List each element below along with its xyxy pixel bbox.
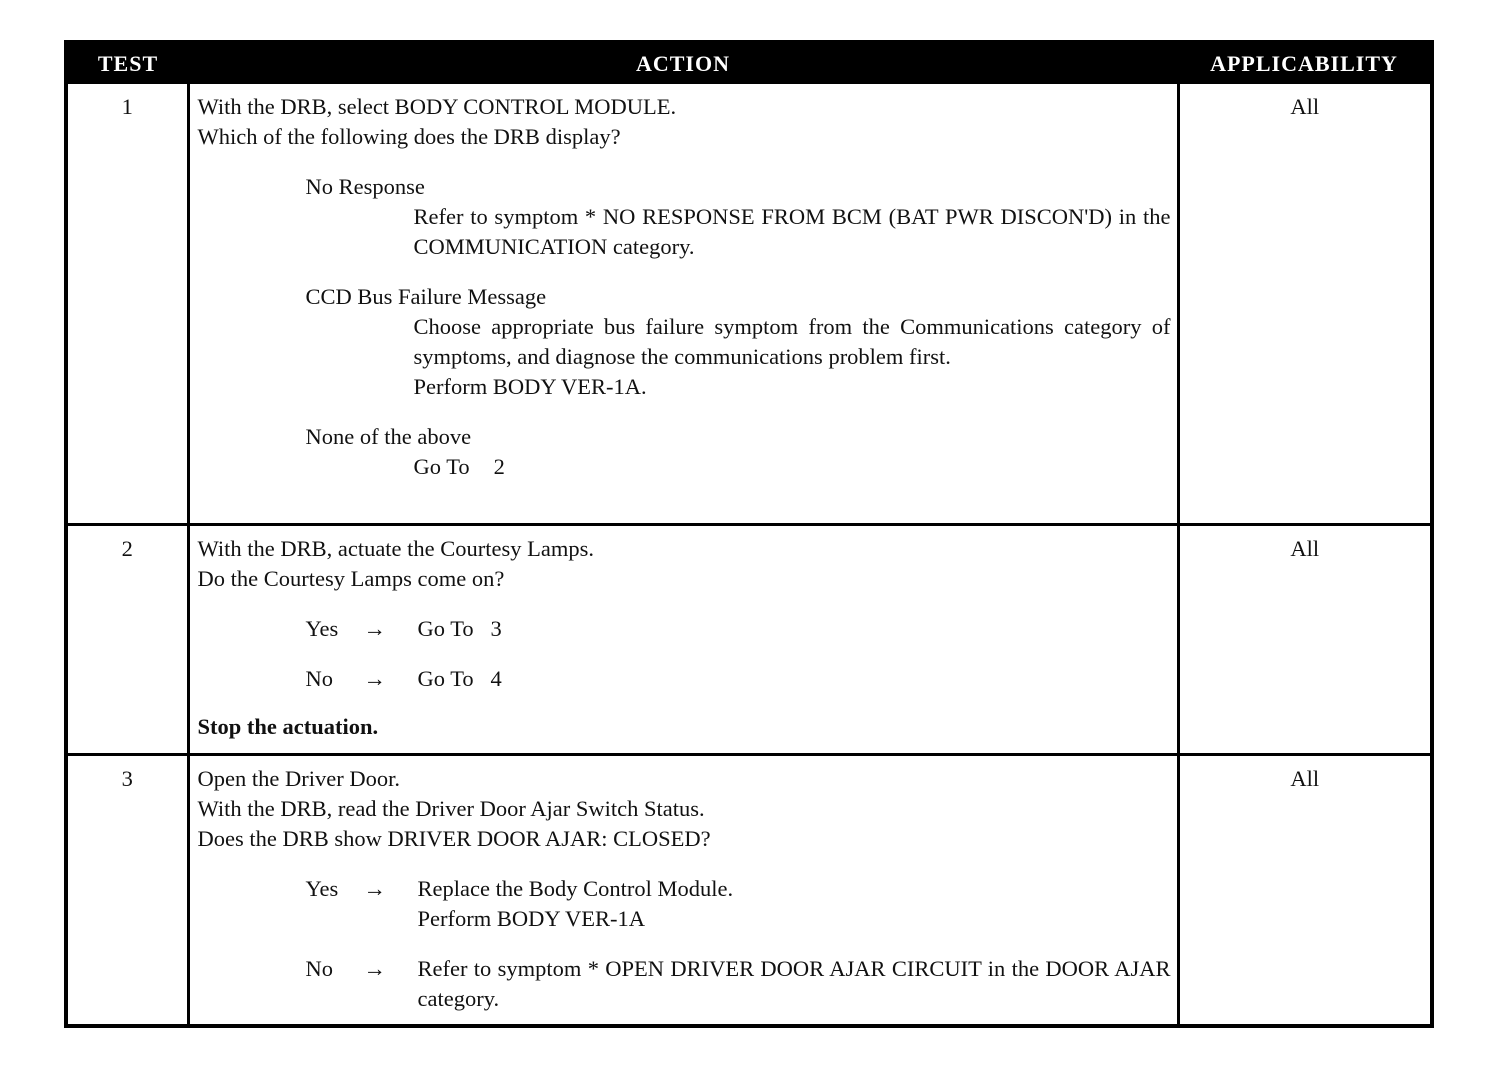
table-row bbox=[68, 84, 1430, 524]
branch-yes bbox=[198, 874, 1171, 934]
branch-label: No bbox=[305, 955, 333, 981]
option-block bbox=[198, 422, 1171, 482]
action-line: With the DRB, actuate the Courtesy Lamps. bbox=[197, 535, 595, 561]
option-label: None of the above bbox=[305, 424, 472, 449]
branch-yes bbox=[198, 614, 1171, 644]
option-result: Perform BODY VER-1A. bbox=[413, 374, 647, 399]
branch-result: Refer to symptom * OPEN DRIVER DOOR AJAR CIRCUIT in the DOOR AJAR category. bbox=[417, 955, 1171, 1011]
branch-label: Yes bbox=[305, 615, 339, 641]
right-arrow-icon: → bbox=[363, 875, 386, 901]
action-cell bbox=[188, 524, 1178, 754]
note-text: Stop the actuation. bbox=[197, 713, 379, 739]
option-goto bbox=[198, 452, 1171, 482]
branch-label: No bbox=[305, 665, 333, 691]
header-action: ACTION bbox=[188, 44, 1178, 84]
branch-no bbox=[198, 954, 1171, 1014]
diagnostic-table-frame bbox=[64, 40, 1434, 1028]
branch-result: Go To 3 bbox=[417, 615, 502, 641]
branch-label: Yes bbox=[305, 875, 339, 901]
right-arrow-icon: → bbox=[363, 955, 386, 981]
table-row bbox=[68, 524, 1430, 754]
action-line: Which of the following does the DRB display? bbox=[197, 124, 621, 149]
right-arrow-icon: → bbox=[363, 615, 386, 641]
action-line: Do the Courtesy Lamps come on? bbox=[197, 565, 505, 591]
applicability-cell: All bbox=[1290, 94, 1320, 119]
header-test: TEST bbox=[68, 44, 188, 84]
applicability-cell: All bbox=[1178, 754, 1430, 1024]
applicability-cell: All bbox=[1178, 524, 1430, 754]
action-line: With the DRB, select BODY CONTROL MODULE. bbox=[197, 94, 677, 119]
branch-result: Go To 4 bbox=[417, 665, 502, 691]
action-line: Open the Driver Door. bbox=[197, 765, 400, 791]
option-label: No Response bbox=[305, 174, 425, 199]
table-row bbox=[68, 754, 1430, 1024]
test-number: 3 bbox=[68, 754, 188, 1024]
branch-result-line: Replace the Body Control Module. bbox=[417, 875, 734, 901]
table-header-row bbox=[68, 44, 1430, 84]
goto-number: 2 bbox=[493, 454, 505, 479]
goto-text: Go To bbox=[413, 454, 470, 479]
action-line: With the DRB, read the Driver Door Ajar Switch Status. bbox=[197, 795, 705, 821]
header-applicability: APPLICABILITY bbox=[1178, 44, 1430, 84]
option-result: Refer to symptom * NO RESPONSE FROM BCM (BAT PWR DISCON'D) in the COMMUNICATION category. bbox=[413, 204, 1171, 259]
branch-result-line: Perform BODY VER-1A bbox=[417, 905, 645, 931]
branch-no bbox=[198, 664, 1171, 694]
diagnostic-table bbox=[68, 44, 1430, 1024]
test-number: 1 bbox=[68, 84, 188, 524]
action-cell bbox=[188, 754, 1178, 1024]
option-result: Choose appropriate bus failure symptom from the Communications category of symptoms, and diagnose the communications problem first. bbox=[413, 314, 1171, 369]
branch-result bbox=[418, 874, 1171, 934]
test-number: 2 bbox=[68, 524, 188, 754]
action-line: Does the DRB show DRIVER DOOR AJAR: CLOSED? bbox=[197, 825, 711, 851]
right-arrow-icon: → bbox=[363, 665, 386, 691]
option-label: CCD Bus Failure Message bbox=[305, 284, 547, 309]
action-cell bbox=[188, 84, 1178, 524]
option-block bbox=[198, 172, 1171, 262]
option-block bbox=[198, 282, 1171, 402]
